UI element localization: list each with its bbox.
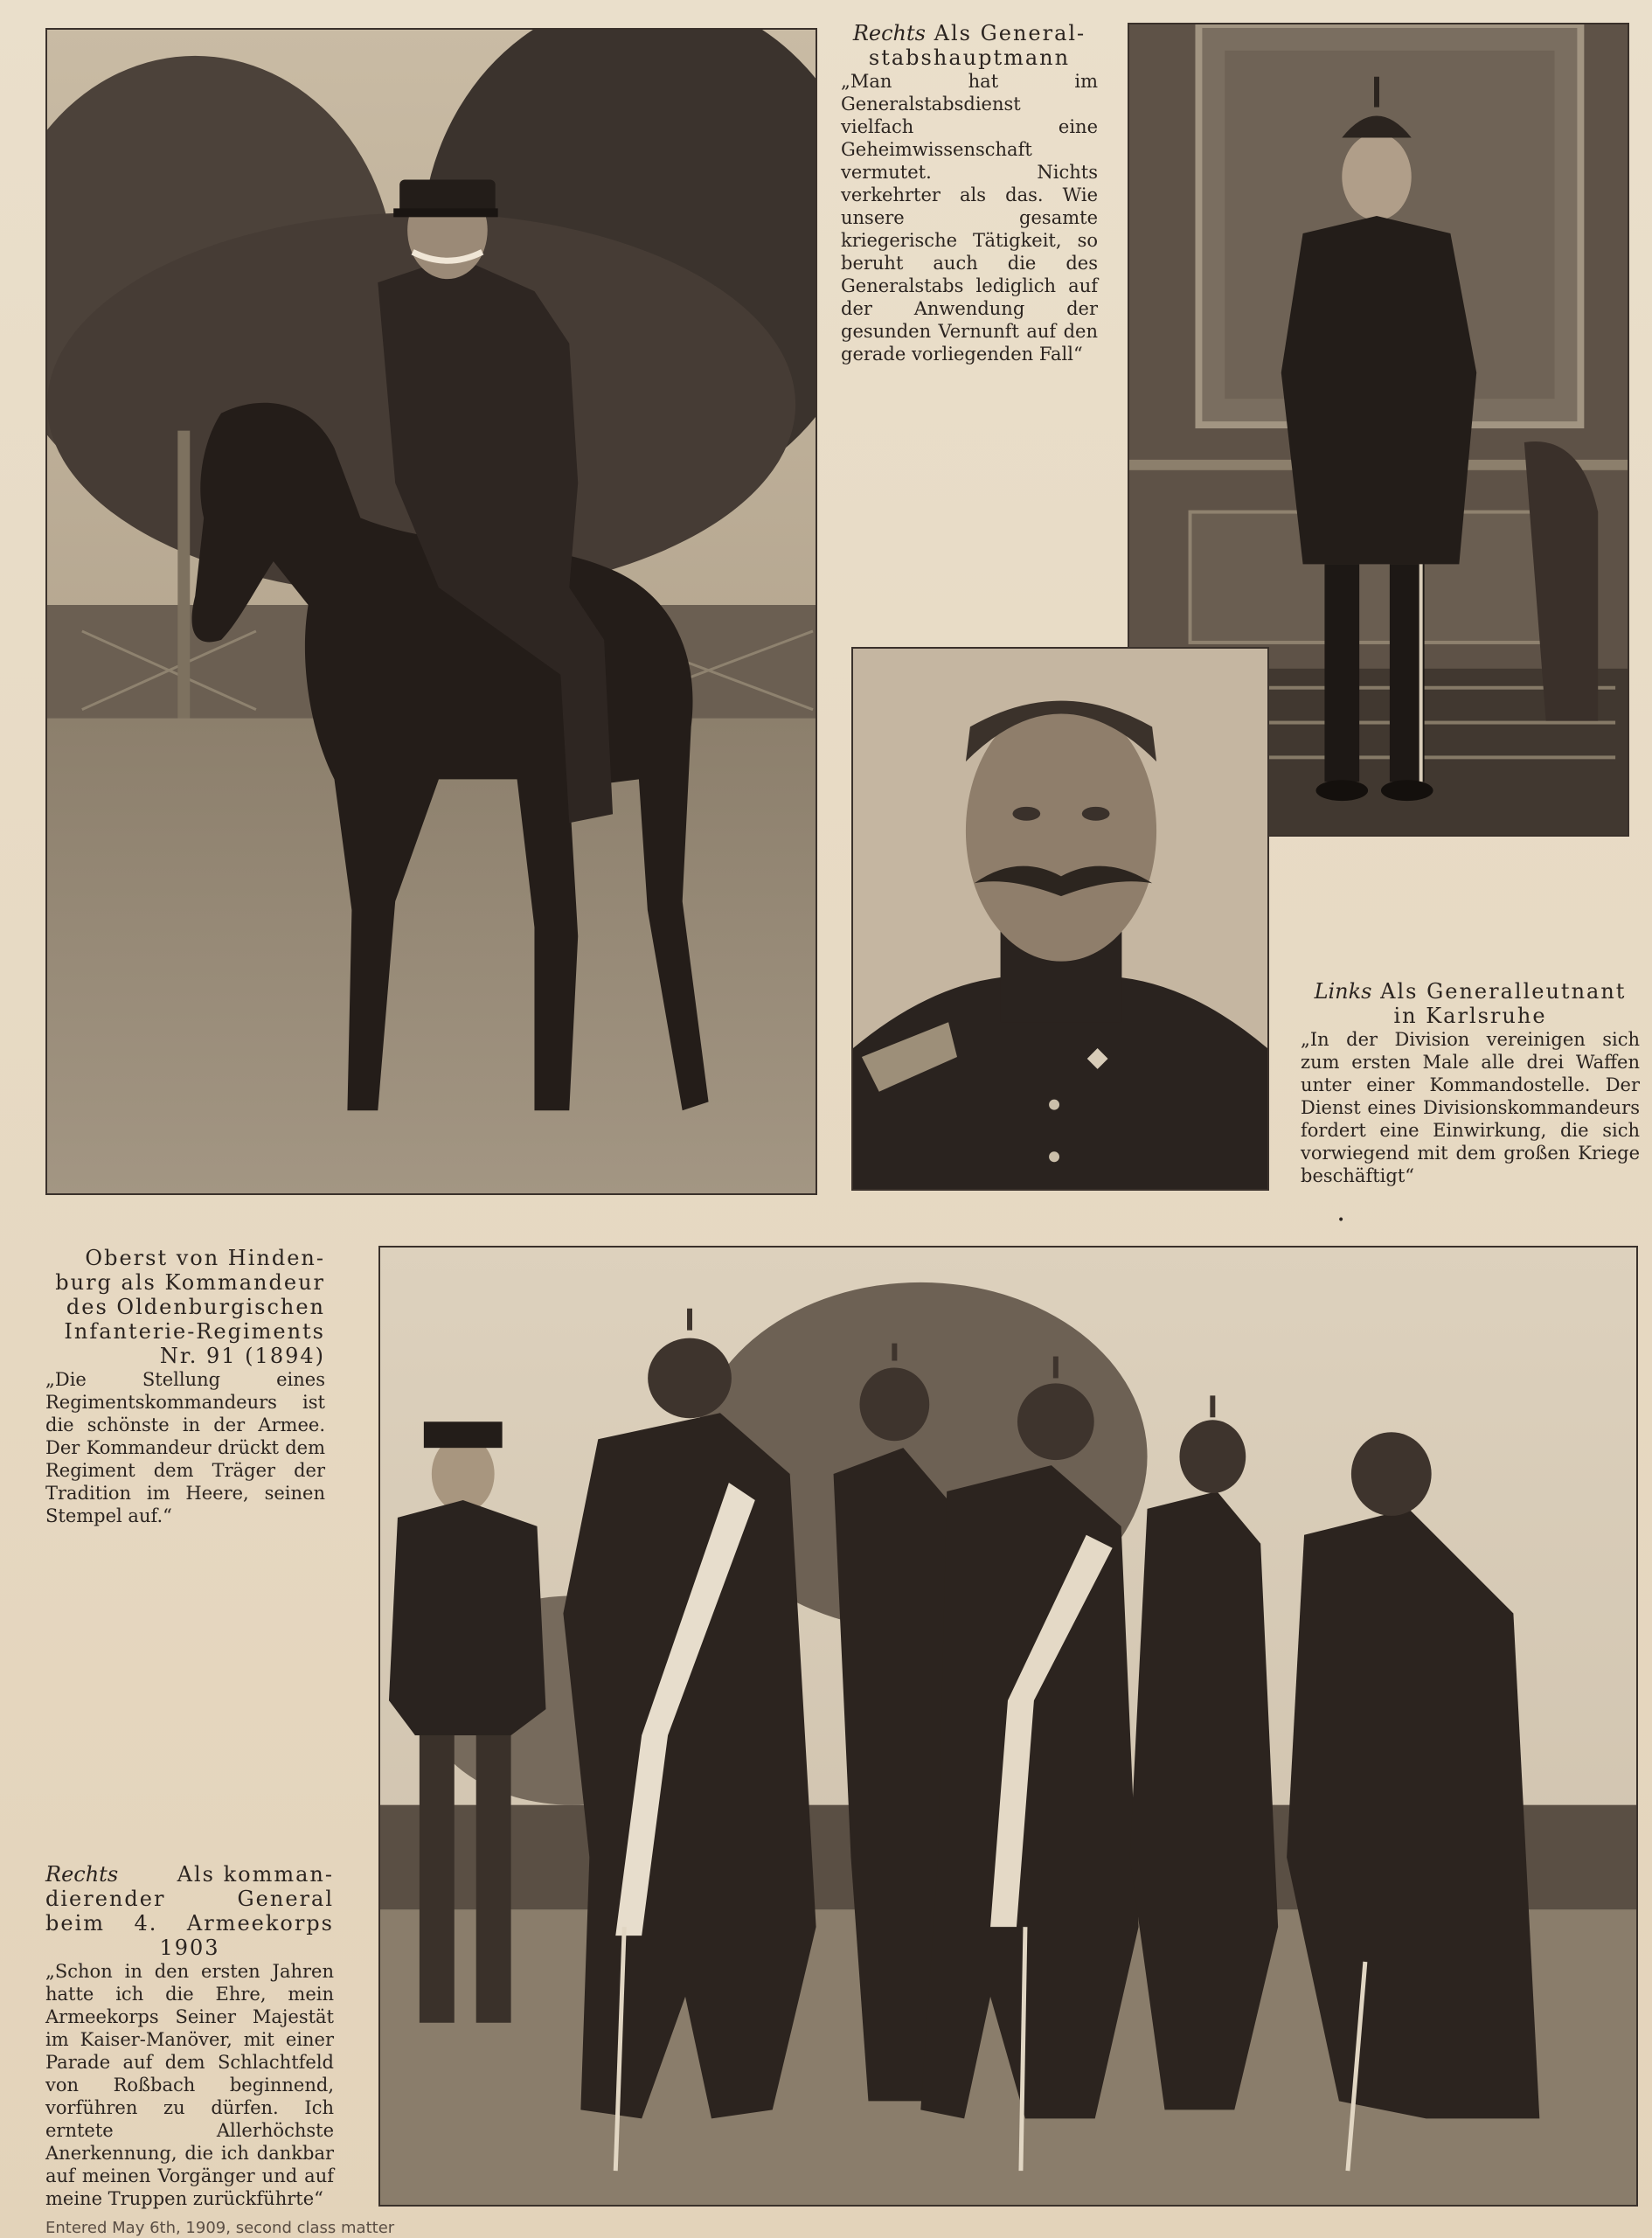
caption-staff-captain-title-2: stabshauptmann [868,45,1071,70]
caption-lieutenant-general-quote: „In der Division vereinigen sich zum ersten Male alle drei Waffen unter einer Kommandostelle. Der Dienst eines Divisionskommandeurs fordert eine Einwirkung, die sich vorwiegend mit dem großen Kriege beschäftigt“ [1301,1029,1640,1186]
photo-officers-group [378,1246,1638,2207]
caption-lieutenant-general-title-2: in Karlsruhe [1393,1004,1547,1028]
caption-corps-general-title-3: beim 4. Armeekorps [45,1911,334,1936]
caption-lieutenant-general [1301,979,1640,1187]
caption-staff-captain-quote: „Man hat im Generalstabsdienst vielfach eine Geheimwissenschaft vermutet. Nichts verkehrter als das. Wie unsere gesamte kriegerische Tätigkeit, so beruht auch die des Generalstabs lediglich auf der Anwendung der gesunden Vernunft auf den gerade vorliegenden Fall“ [841,71,1098,365]
caption-colonel-title-2: burg als Kommandeur [55,1270,325,1295]
decorative-dot: • [1337,1213,1345,1227]
caption-corps-general-title-4: 1903 [159,1936,220,1960]
photo-officer-on-horse-image [47,30,816,1193]
caption-staff-captain-title-1: Als General- [934,21,1086,45]
photo-officer-on-horse [45,28,817,1195]
photo-portrait-lieutenant-general [851,647,1269,1191]
caption-lieutenant-general-lead: Links [1314,979,1372,1004]
caption-colonel-quote: „Die Stellung eines Regimentskommandeurs ist die schönste in der Armee. Der Kommandeur drückt dem Regiment dem Träger der Tradition im Heere, seinen Stempel auf.“ [45,1369,325,1526]
photo-officers-group-image [380,1248,1636,2205]
caption-colonel-title-5: Nr. 91 (1894) [159,1344,325,1368]
caption-colonel [45,1246,325,1527]
caption-lieutenant-general-title-1: Als Generalleutnant [1380,979,1627,1004]
caption-corps-general-title-2: dierender General [45,1887,334,1911]
caption-colonel-title-1: Oberst von Hinden- [85,1246,325,1270]
footer-imprint: Entered May 6th, 1909, second class matter [45,2219,395,2237]
caption-colonel-title-3: des Oldenburgischen [66,1295,325,1319]
photo-portrait-image [853,649,1267,1189]
caption-corps-general-quote: „Schon in den ersten Jahren hatte ich die Ehre, mein Armeekorps Seiner Majestät im Kaiser-Manöver, mit einer Parade auf dem Schlachtfeld von Roßbach beginnend, vorführen zu dürfen. Ich erntete Allerhöchste Anerkennung, die ich dankbar auf meinen Vorgänger und auf meine Truppen zurückführte“ [45,1961,334,2209]
caption-corps-general-title-1: Als komman- [177,1862,334,1887]
caption-staff-captain-lead: Rechts [852,21,926,45]
caption-corps-general-lead: Rechts [45,1862,119,1887]
caption-staff-captain [841,21,1098,365]
caption-colonel-title-4: Infanterie-Regiments [64,1319,325,1344]
caption-corps-general [45,1862,334,2210]
